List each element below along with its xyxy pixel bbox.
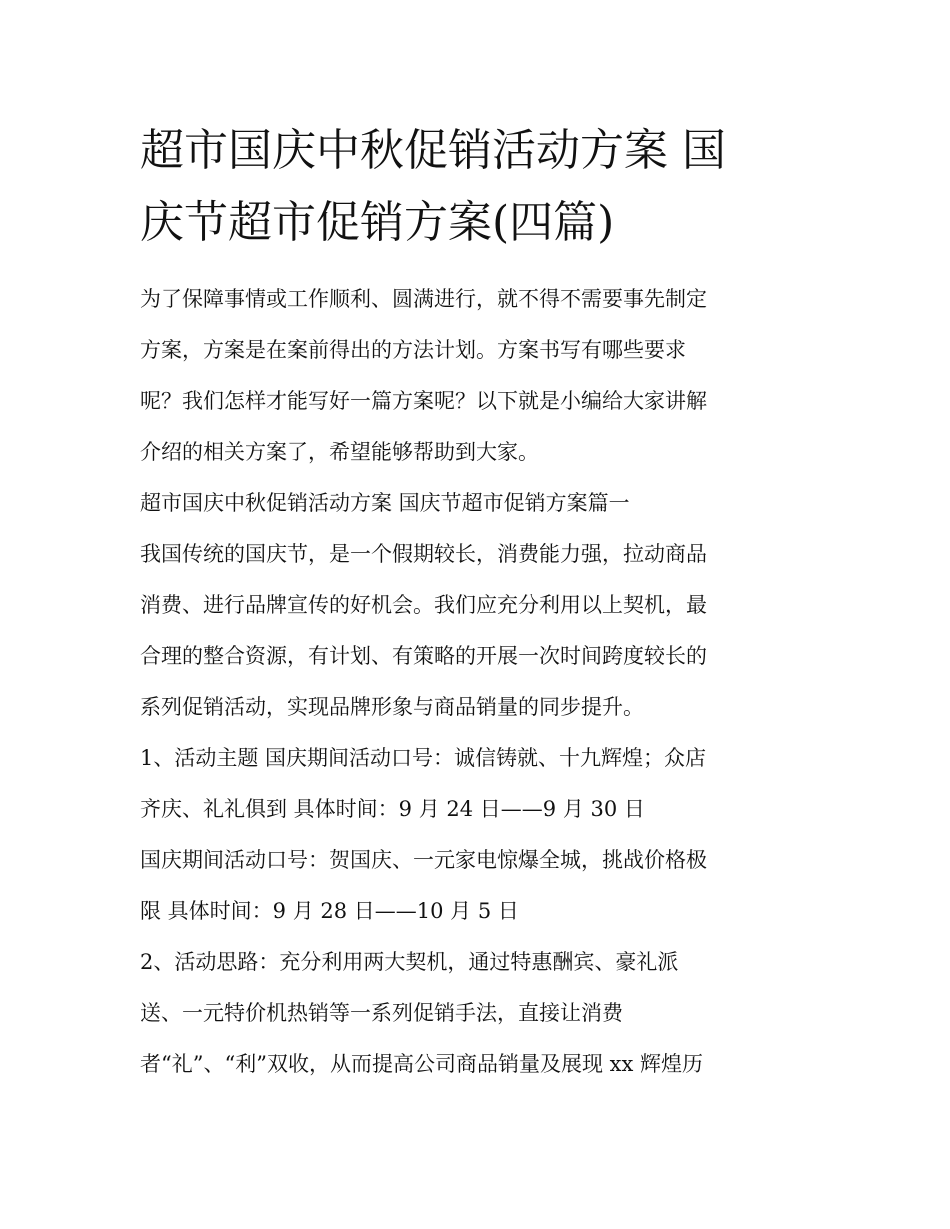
text-line: 限 具体时间：9 月 28 日——10 月 5 日	[140, 899, 519, 923]
text-line: 方案，方案是在案前得出的方法计划。方案书写有哪些要求	[140, 338, 686, 362]
document-title	[140, 115, 820, 259]
text-line: 2、活动思路：充分利用两大契机，通过特惠酬宾、豪礼派	[140, 950, 679, 974]
body-paragraph	[140, 529, 840, 733]
title-line: 庆节超市促销方案(四篇)	[140, 197, 615, 248]
section-heading	[140, 478, 840, 529]
text-line: 介绍的相关方案了，希望能够帮助到大家。	[140, 440, 539, 464]
text-line: 我国传统的国庆节，是一个假期较长，消费能力强，拉动商品	[140, 542, 707, 566]
text-line: 送、一元特价机热销等一系列促销手法，直接让消费	[140, 1001, 623, 1025]
item-1-paragraph	[140, 733, 840, 835]
text-line: 系列促销活动，实现品牌形象与商品销量的同步提升。	[140, 695, 644, 719]
intro-paragraph	[140, 274, 840, 478]
title-line: 超市国庆中秋促销活动方案 国	[140, 125, 726, 176]
text-line: 超市国庆中秋促销活动方案 国庆节超市促销方案篇一	[140, 491, 630, 515]
text-line: 1、活动主题 国庆期间活动口号：诚信铸就、十九辉煌；众店	[140, 746, 707, 770]
text-line: 合理的整合资源，有计划、有策略的开展一次时间跨度较长的	[140, 644, 707, 668]
text-line: 齐庆、礼礼俱到 具体时间：9 月 24 日——9 月 30 日	[140, 797, 645, 821]
text-line: 者“礼”、“利”双收，从而提高公司商品销量及展现 xx 辉煌历	[140, 1052, 703, 1076]
item-1b-paragraph	[140, 835, 840, 937]
text-line: 消费、进行品牌宣传的好机会。我们应充分利用以上契机，最	[140, 593, 707, 617]
text-line: 呢？我们怎样才能写好一篇方案呢？以下就是小编给大家讲解	[140, 389, 707, 413]
text-line: 国庆期间活动口号：贺国庆、一元家电惊爆全城，挑战价格极	[140, 848, 707, 872]
text-line: 为了保障事情或工作顺利、圆满进行，就不得不需要事先制定	[140, 287, 707, 311]
item-2-paragraph	[140, 937, 840, 1090]
